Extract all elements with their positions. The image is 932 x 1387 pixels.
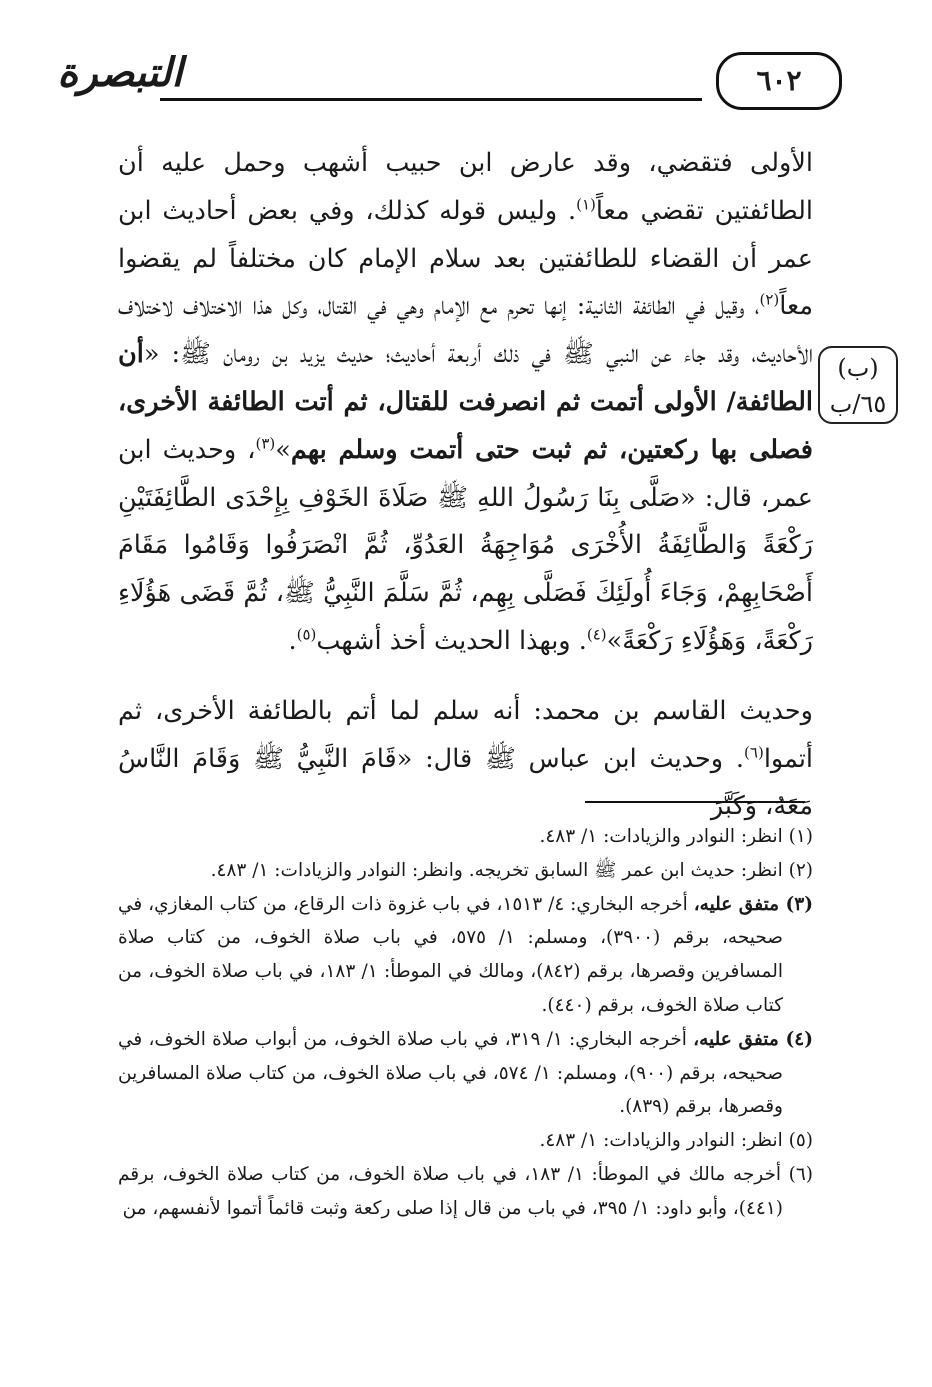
footnote-ref: (٥) <box>296 625 317 644</box>
text-run: . وبهذا الحديث أخذ أشهب <box>316 625 587 656</box>
text-run: الأولى فتقضي، وقد عارض ابن حبيب أشهب وحمل عليه أن الطائفتين تقضي معاً <box>118 148 813 226</box>
text-run: . <box>288 625 297 656</box>
margin-note-line1: (ب) <box>837 354 879 382</box>
footnote-ref: (٤) <box>586 625 607 644</box>
text-run: وحديث القاسم بن محمد: أنه سلم لما أتم بالطائفة الأخرى، ثم أتموا <box>118 695 813 774</box>
text-run: ، وقيل في الطائفة الثانية: إنها تحرم مع الإمام وهي في القتال، وكل هذا الاختلاف لاختلاف الأحاديث، وقد جاء عن النبي ﷺ في ذلك أربعة أحاديث؛ حديث يزيد بن رومان ﷺ: « <box>118 291 813 370</box>
footnote-6: (٦) أخرجه مالك في الموطأ: ١/ ١٨٣، في باب صلاة الخوف، من كتاب صلاة الخوف، برقم (٤٤١)، وأبو داود: ١/ ٣٩٥، في باب من قال إذا صلى ركعة وثبت قائماً أتموا لأنفسهم، من <box>118 1163 813 1219</box>
footnote-separator <box>585 801 805 803</box>
margin-folio-note <box>818 346 898 424</box>
header-rule <box>160 98 702 101</box>
paragraph-2 <box>118 688 813 831</box>
footnote-4: (٤) متفق عليه، أخرجه البخاري: ١/ ٣١٩، في باب صلاة الخوف، من أبواب صلاة الخوف، في صحيحه، برقم (٩٠٠)، ومسلم: ١/ ٥٧٤، في باب صلاة الخوف، من كتاب صلاة المسافرين وقصرها، برقم (٨٣٩). <box>118 1028 813 1118</box>
footnote-ref: (٢) <box>759 290 780 309</box>
footnote-ref: (٣) <box>255 434 276 453</box>
text-run: ، وحديث ابن عمر، قال: «صَلَّى بِنَا رَسُولُ اللهِ ﷺ صَلَاةَ الخَوْفِ بِإِحْدَى الطَّائِفَتَيْنِ رَكْعَةً وَالطَّائِفَةُ الأُخْرَى مُوَاجِهَةُ العَدُوِّ، ثُمَّ انْصَرَفُوا وَقَامُوا مَقَامَ أَصْحَابِهِمْ، وَجَاءَ أُولَئِكَ فَصَلَّى بِهِم، ثُمَّ سَلَّمَ النَّبِيُّ ﷺ، ثُمَّ قَضَى هَؤُلَاءِ رَكْعَةً، وَهَؤُلَاءِ رَكْعَةً» <box>118 434 813 656</box>
footnote-1: (١) انظر: النوادر والزيادات: ١/ ٤٨٣. <box>539 826 813 847</box>
footnote-ref: (١) <box>576 195 596 214</box>
footnote-5: (٥) انظر: النوادر والزيادات: ١/ ٤٨٣. <box>539 1130 813 1152</box>
paragraph-1 <box>118 140 813 666</box>
text-run: . وحديث ابن عباس ﷺ قال: «قَامَ النَّبِيُّ ﷺ وَقَامَ النَّاسُ مَعَهُ، وَكَبَّرَ <box>118 743 813 822</box>
book-title: التبصرة <box>57 49 183 96</box>
footnote-3: (٣) متفق عليه، أخرجه البخاري: ٤/ ١٥١٣، في باب غزوة ذات الرقاع، من كتاب المغازي، في صحيحه، برقم (٣٩٠٠)، ومسلم: ١/ ٥٧٥، في باب صلاة الخوف، من كتاب صلاة المسافرين وقصرها، برقم (٨٤٢)، ومالك في الموطأ: ١/ ١٨٣، في باب صلاة الخوف، من كتاب صلاة الخوف، برقم (٤٤٠). <box>118 893 813 1016</box>
footnote-ref: (٦) <box>744 743 764 762</box>
text-run: » <box>275 434 291 465</box>
footnote-2: (٢) انظر: حديث ابن عمر ﷺ السابق تخريجه. وانظر: النوادر والزيادات: ١/ ٤٨٣. <box>210 859 813 881</box>
text-run: . وليس قوله كذلك، وفي بعض أحاديث ابن عمر أن القضاء للطائفتين بعد سلام الإمام كان مختلفاً لم يقضوا معاً <box>118 195 813 322</box>
page-header <box>40 40 882 110</box>
margin-note-line2: ٦٥/ب <box>829 390 887 418</box>
footnotes <box>118 820 813 1226</box>
main-text <box>118 140 813 831</box>
page-number: ٦٠٢ <box>716 52 842 110</box>
hadith-quote-bold: أن الطائفة/ الأولى أتمت ثم انصرفت للقتال، ثم أتت الطائفة الأخرى، فصلى بها ركعتين، ثم ثبت حتى أتمت وسلم بهم <box>118 339 813 465</box>
